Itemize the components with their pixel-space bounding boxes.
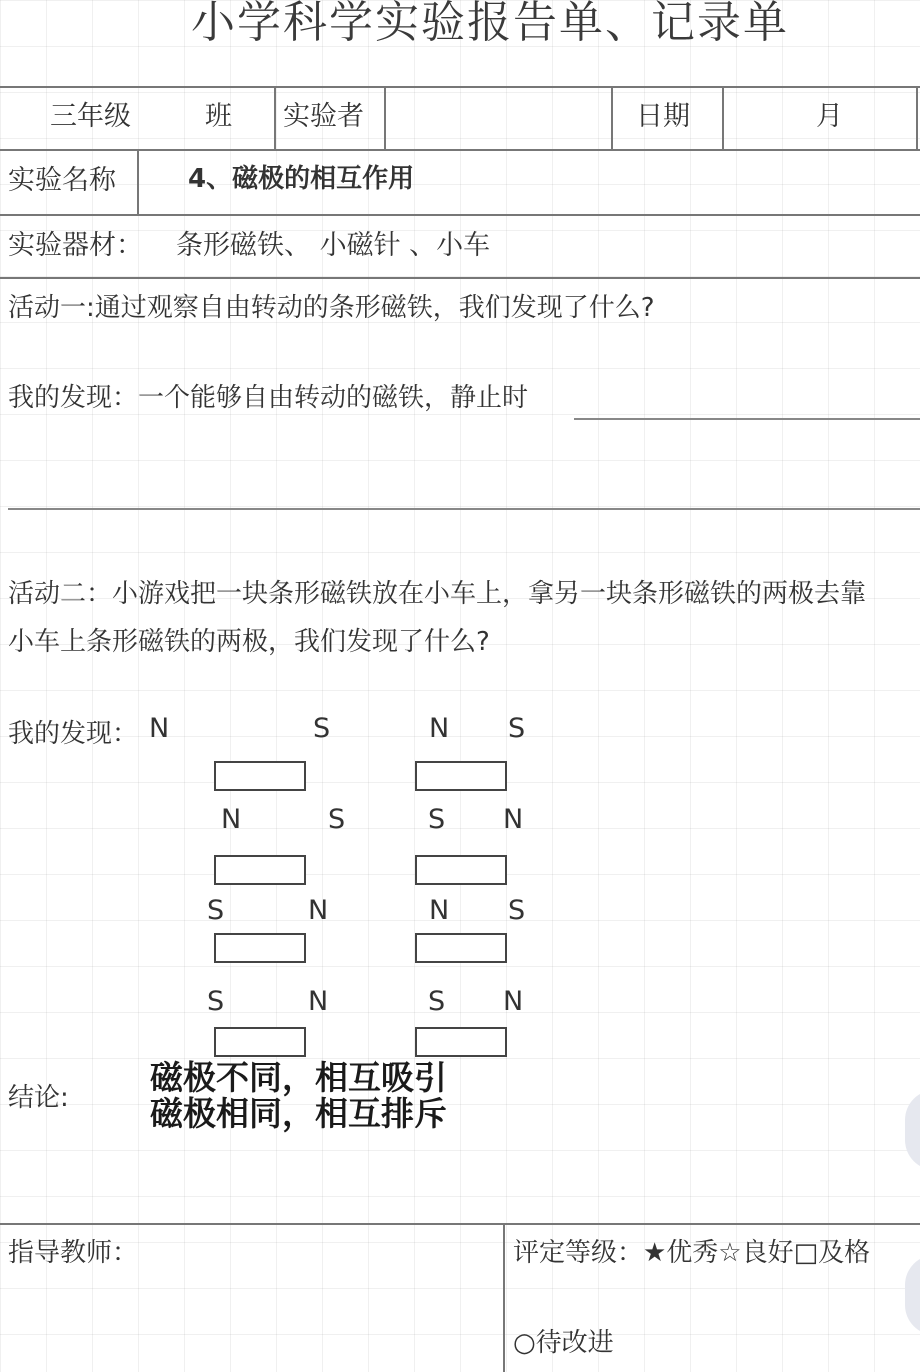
bar-magnet bbox=[214, 1027, 306, 1057]
activity1-finding: 我的发现：一个能够自由转动的磁铁，静止时 bbox=[8, 383, 529, 413]
rating-option-improve: ○待改进 bbox=[513, 1328, 614, 1358]
materials-label: 实验器材： bbox=[8, 230, 143, 261]
activity2-question-line2: 小车上条形磁铁的两极，我们发现了什么? bbox=[8, 627, 490, 657]
activity1-question: 活动一:通过观察自由转动的条形磁铁，我们发现了什么? bbox=[8, 293, 655, 323]
conclusion-answer-line2: 磁极相同，相互排斥 bbox=[150, 1094, 447, 1133]
pole-label: N bbox=[503, 986, 524, 1017]
pole-label: S bbox=[313, 713, 331, 744]
pole-label: N bbox=[503, 804, 524, 835]
overlay-circle bbox=[905, 1255, 920, 1335]
experimenter-field[interactable] bbox=[394, 94, 604, 130]
experiment-name-label: 实验名称 bbox=[8, 165, 116, 196]
pole-label: S bbox=[428, 986, 446, 1017]
table-divider bbox=[916, 86, 918, 149]
bar-magnet bbox=[214, 855, 306, 885]
experiment-name-value: 4、磁极的相互作用 bbox=[188, 164, 415, 194]
activity2-question-line1: 活动二：小游戏把一块条形磁铁放在小车上，拿另一块条形磁铁的两极去靠 bbox=[8, 579, 867, 609]
bar-magnet bbox=[415, 1027, 507, 1057]
table-border bbox=[0, 1223, 920, 1225]
pole-label: S bbox=[508, 895, 526, 926]
pole-label: N bbox=[429, 895, 450, 926]
pole-label: N bbox=[221, 804, 242, 835]
pole-label: N bbox=[308, 895, 329, 926]
bar-magnet bbox=[415, 933, 507, 963]
month-label: 月 bbox=[816, 101, 843, 132]
conclusion-label: 结论: bbox=[8, 1083, 69, 1113]
table-divider bbox=[274, 86, 276, 149]
table-divider bbox=[384, 86, 386, 149]
table-border bbox=[0, 214, 920, 216]
pole-label: S bbox=[207, 895, 225, 926]
experimenter-label: 实验者 bbox=[283, 101, 364, 132]
materials-value: 条形磁铁、 小磁针 、小车 bbox=[176, 230, 491, 261]
table-divider bbox=[503, 1223, 505, 1372]
teacher-label: 指导教师： bbox=[8, 1238, 139, 1268]
pole-label: S bbox=[508, 713, 526, 744]
rating-options: 评定等级：★优秀☆良好□及格 bbox=[513, 1238, 871, 1268]
table-border bbox=[0, 277, 920, 279]
pole-label: S bbox=[207, 986, 225, 1017]
bar-magnet bbox=[214, 933, 306, 963]
activity2-finding-label: 我的发现： bbox=[8, 719, 139, 749]
pole-label: N bbox=[149, 713, 170, 744]
pole-label: N bbox=[308, 986, 329, 1017]
bar-magnet bbox=[415, 855, 507, 885]
activity1-answer-line[interactable] bbox=[574, 418, 920, 420]
overlay-circle bbox=[905, 1090, 920, 1170]
table-divider bbox=[137, 149, 139, 214]
pole-label: S bbox=[428, 804, 446, 835]
table-divider bbox=[722, 86, 724, 149]
table-divider bbox=[611, 86, 613, 149]
activity1-answer-line-2[interactable] bbox=[8, 508, 920, 510]
class-label: 班 bbox=[205, 101, 232, 132]
page-title: 小学科学实验报告单、记录单 bbox=[191, 0, 789, 48]
conclusion-answer-line1: 磁极不同，相互吸引 bbox=[150, 1058, 447, 1097]
pole-label: N bbox=[429, 713, 450, 744]
date-label: 日期 bbox=[636, 101, 690, 132]
grade-label: 三年级 bbox=[50, 101, 131, 132]
bar-magnet bbox=[214, 761, 306, 791]
bar-magnet bbox=[415, 761, 507, 791]
table-border bbox=[0, 86, 920, 88]
pole-label: S bbox=[328, 804, 346, 835]
